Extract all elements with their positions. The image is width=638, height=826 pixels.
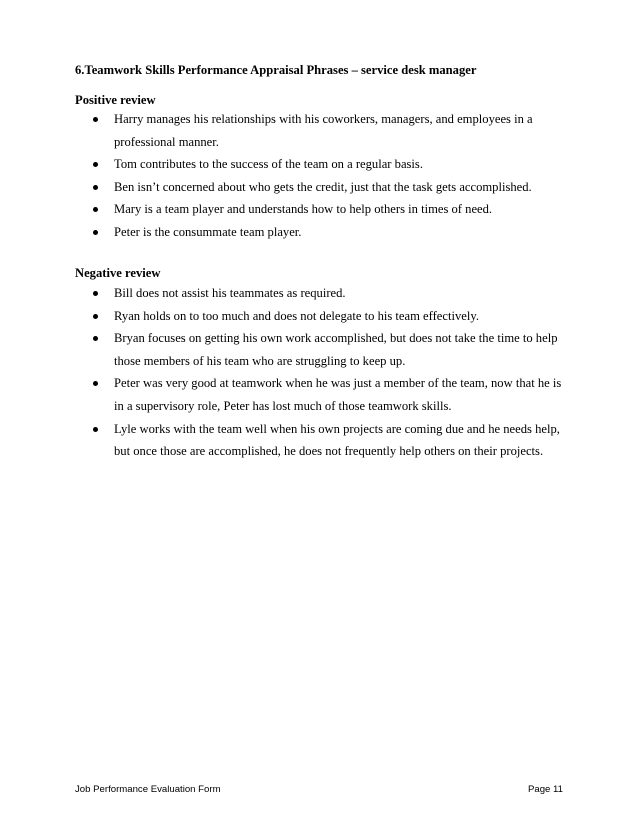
list-item-text: Ben isn’t concerned about who gets the credit, just that the task gets accomplished.: [114, 179, 532, 194]
list-item-text: Bryan focuses on getting his own work accomplished, but does not take the time to help those members of his team who are struggling to keep up.: [114, 331, 558, 368]
bullet-icon: [93, 207, 98, 212]
bullet-icon: [93, 381, 98, 386]
footer-page-number: Page 11: [527, 784, 563, 795]
list-item-text: Harry manages his relationships with his coworkers, managers, and employees in a professional manner.: [114, 112, 533, 149]
list-item: [93, 282, 563, 305]
footer-form-title: Job Performance Evaluation Form: [75, 784, 221, 795]
bullet-icon: [93, 314, 98, 319]
list-item-text: Lyle works with the team well when his own projects are coming due and he needs help, but once those are accomplished, he does not frequently help others on their projects.: [114, 421, 560, 459]
bullet-icon: [93, 291, 98, 296]
bullet-icon: [93, 162, 98, 167]
list-item-text: Tom contributes to the success of the team on a regular basis.: [114, 157, 423, 172]
list-item-text: Ryan holds on to too much and does not delegate to his team effectively.: [114, 308, 479, 323]
positive-review-title: Positive review: [75, 93, 156, 107]
list-item-text: Bill does not assist his teammates as required.: [114, 286, 346, 300]
list-item: [93, 198, 563, 221]
bullet-icon: [93, 185, 98, 190]
negative-review-list: [93, 282, 563, 463]
bullet-icon: [93, 117, 98, 122]
bullet-icon: [93, 427, 98, 432]
list-item-text: Peter was very good at teamwork when he was just a member of the team, now that he is in a supervisory role, Peter has lost much of those teamwork skills.: [114, 376, 562, 413]
list-item: [93, 176, 563, 199]
section-heading: 6.Teamwork Skills Performance Appraisal Phrases – service desk manager: [75, 63, 477, 77]
bullet-icon: [93, 336, 98, 341]
list-item-text: Peter is the consummate team player.: [114, 224, 302, 239]
list-item-text: Mary is a team player and understands how to help others in times of need.: [114, 202, 493, 217]
negative-review-title: Negative review: [75, 266, 161, 280]
list-item: [93, 221, 563, 244]
positive-review-list: [93, 108, 563, 244]
list-item: [93, 153, 563, 176]
list-item: [93, 108, 563, 153]
list-item: [93, 327, 563, 372]
bullet-icon: [93, 230, 98, 235]
list-item: [93, 305, 563, 328]
list-item: [93, 372, 563, 417]
list-item: [93, 418, 563, 463]
